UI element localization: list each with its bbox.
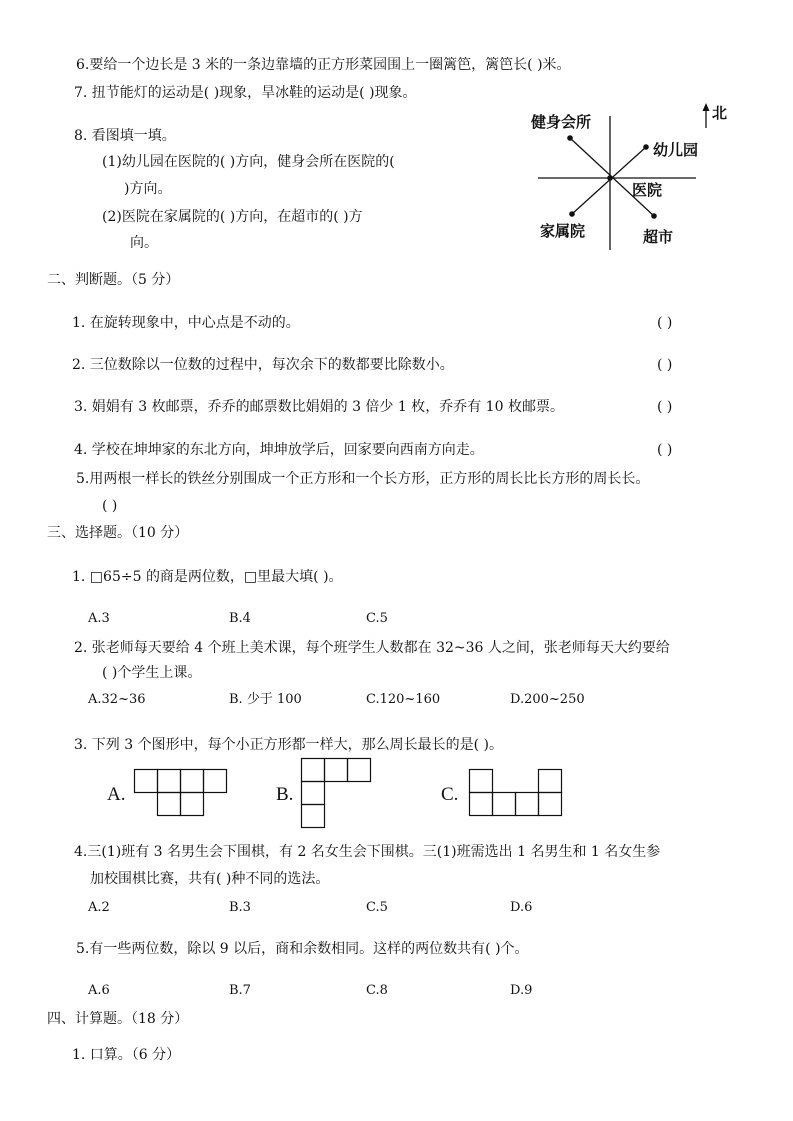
- judge-answer-3[interactable]: ( ): [657, 399, 673, 415]
- choice-q1: 1. □65÷5 的商是两位数，□里最大填( )。: [72, 569, 343, 585]
- choice-q1-option-b[interactable]: B.4: [229, 611, 251, 626]
- choice-q4-option-b[interactable]: B.3: [229, 900, 251, 915]
- choice-q4-option-c[interactable]: C.5: [366, 900, 388, 915]
- map-label-kindergarten: 幼儿园: [653, 141, 699, 159]
- question-8-part-1a: (1)幼儿园在医院的( )方向，健身会所在医院的(: [102, 154, 395, 170]
- judge-item-3: 3. 娟娟有 3 枚邮票，乔乔的邮票数比娟娟的 3 倍少 1 枚，乔乔有 10 枚邮票。: [74, 399, 564, 415]
- choice-q3-option-a[interactable]: A.: [107, 784, 126, 805]
- choice-q2-option-b[interactable]: B. 少于 100: [229, 692, 302, 707]
- choice-q3-option-b[interactable]: B.: [276, 784, 294, 805]
- question-8-part-2b: 向。: [130, 235, 158, 251]
- question-8-part-2a: (2)医院在家属院的( )方向，在超市的( )方: [102, 209, 363, 225]
- choice-q3: 3. 下列 3 个图形中，每个小正方形都一样大，那么周长最长的是( )。: [74, 737, 503, 753]
- section-2-header: 二、判断题。（5 分）: [47, 272, 180, 288]
- choice-q2-line-1: 2. 张老师每天要给 4 个班上美术课，每个班学生人数都在 32~36 人之间，张老师每天大约要给: [74, 640, 670, 656]
- choice-q5-option-b[interactable]: B.7: [229, 983, 251, 998]
- section-3-header: 三、选择题。（10 分）: [47, 525, 189, 541]
- choice-q2-line-2: ( )个学生上课。: [102, 665, 202, 681]
- shape-a-figure: [134, 769, 228, 817]
- map-label-hospital: 医院: [632, 181, 663, 199]
- judge-item-2: 2. 三位数除以一位数的过程中，每次余下的数都要比除数小。: [72, 357, 454, 373]
- judge-answer-4[interactable]: ( ): [657, 442, 673, 458]
- choice-q5-option-a[interactable]: A.6: [88, 983, 110, 998]
- question-8-title: 8. 看图填一填。: [74, 128, 176, 144]
- choice-q3-option-c[interactable]: C.: [441, 784, 459, 805]
- choice-q1-option-c[interactable]: C.5: [366, 611, 388, 626]
- question-6: 6.要给一个边长是 3 米的一条边靠墙的正方形菜园围上一圈篱笆，篱笆长( )米。: [76, 57, 571, 73]
- judge-answer-2[interactable]: ( ): [657, 357, 673, 373]
- map-label-residence: 家属院: [540, 222, 586, 240]
- choice-q5-option-c[interactable]: C.8: [366, 983, 388, 998]
- choice-q4-option-d[interactable]: D.6: [510, 900, 533, 915]
- calc-q1: 1. 口算。（6 分）: [72, 1047, 181, 1063]
- choice-q2-option-a[interactable]: A.32~36: [88, 692, 146, 707]
- section-4-header: 四、计算题。（18 分）: [47, 1011, 189, 1027]
- map-label-supermarket: 超市: [643, 228, 674, 246]
- choice-q4-line-2: 加校围棋比赛，共有( )种不同的选法。: [90, 871, 330, 887]
- judge-answer-5[interactable]: ( ): [102, 498, 118, 514]
- question-7: 7. 扭节能灯的运动是( )现象，旱冰鞋的运动是( )现象。: [74, 85, 417, 101]
- map-label-gym: 健身会所: [531, 113, 592, 131]
- choice-q4-option-a[interactable]: A.2: [88, 900, 110, 915]
- north-label: 北: [712, 104, 728, 122]
- choice-q1-option-a[interactable]: A.3: [88, 611, 110, 626]
- judge-item-5: 5.用两根一样长的铁丝分别围成一个正方形和一个长方形，正方形的周长比长方形的周长长。: [76, 471, 650, 487]
- choice-q4-line-1: 4.三(1)班有 3 名男生会下围棋，有 2 名女生会下围棋。三(1)班需选出 1 名男生和 1 名女生参: [74, 844, 661, 860]
- choice-q2-option-d[interactable]: D.200~250: [510, 692, 585, 707]
- question-8-part-1b: )方向。: [124, 181, 172, 197]
- choice-q5: 5.有一些两位数，除以 9 以后，商和余数相同。这样的两位数共有( )个。: [76, 941, 529, 957]
- shape-b-figure: [301, 758, 373, 830]
- judge-item-4: 4. 学校在坤坤家的东北方向，坤坤放学后，回家要向西南方向走。: [74, 442, 484, 458]
- choice-q2-option-c[interactable]: C.120~160: [366, 692, 441, 707]
- shape-c-figure: [469, 769, 563, 817]
- choice-q5-option-d[interactable]: D.9: [510, 983, 533, 998]
- judge-item-1: 1. 在旋转现象中，中心点是不动的。: [72, 315, 300, 331]
- judge-answer-1[interactable]: ( ): [657, 315, 673, 331]
